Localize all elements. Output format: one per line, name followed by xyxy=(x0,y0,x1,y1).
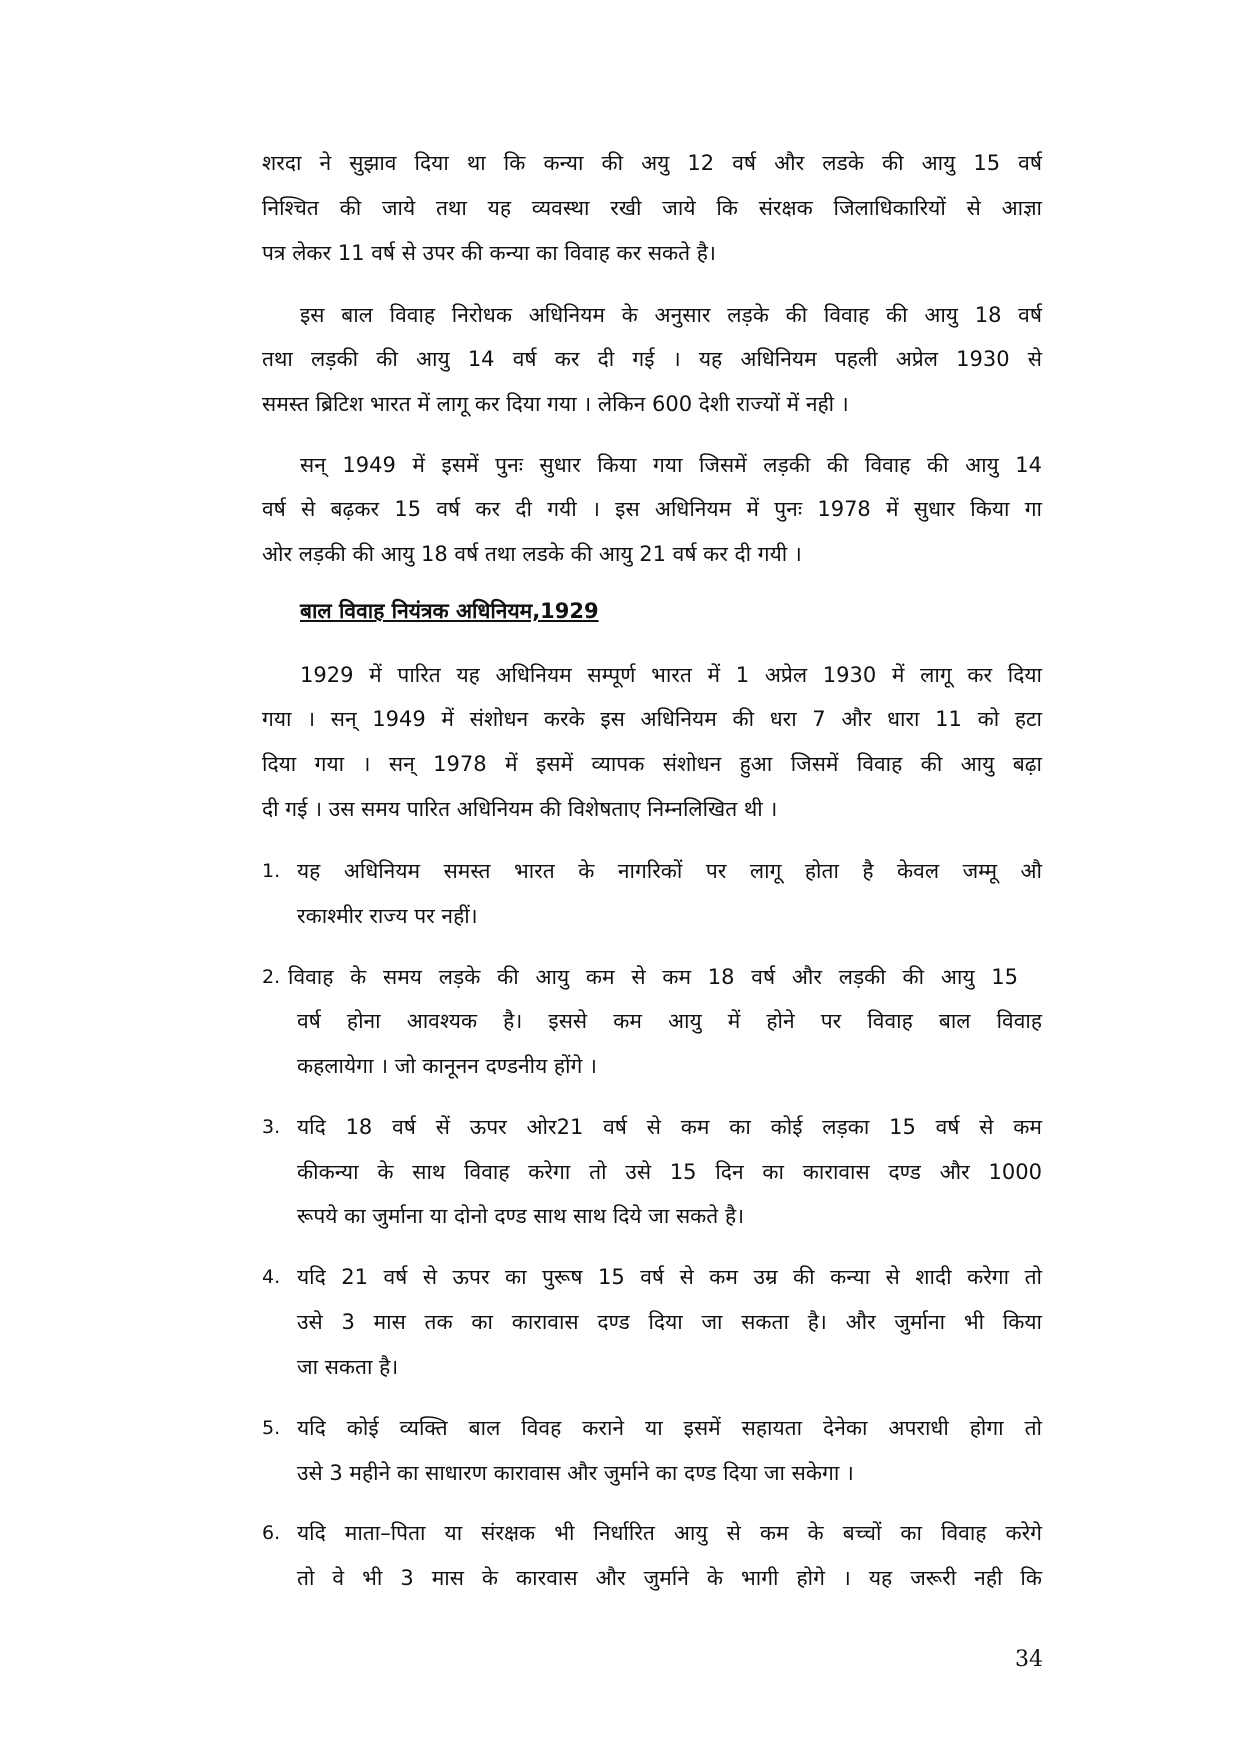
list-item-line: यदि माता–पिता या संरक्षक भी निर्धारित आयु से कम के बच्चों का विवाह करेगे xyxy=(297,1521,1042,1545)
list-item-line: उसे 3 महीने का साधारण कारावास और जुर्माने का दण्ड दिया जा सकेगा । xyxy=(297,1461,854,1485)
list-item-line: तो वे भी 3 मास के कारवास और जुर्माने के भागी होगे । यह जरूरी नही कि xyxy=(297,1566,1042,1590)
paragraph2-line: तथा लड़की की आयु 14 वर्ष कर दी गई । यह अधिनियम पहली अप्रेल 1930 से xyxy=(262,347,1042,371)
list-item-line: कहलायेगा । जो कानूनन दण्डनीय होंगे । xyxy=(297,1054,597,1078)
paragraph1-line: निश्चित की जाये तथा यह व्यवस्था रखी जाये कि संरक्षक जिलाधिकारियों से आज्ञा xyxy=(262,196,1042,220)
list-item-line: रूपये का जुर्माना या दोनो दण्ड साथ साथ दिये जा सकते है। xyxy=(297,1204,745,1228)
paragraph3-line: ओर लड़की की आयु 18 वर्ष तथा लडके की आयु 21 वर्ष कर दी गयी । xyxy=(262,542,802,566)
list-item-line: विवाह के समय लड़के की आयु कम से कम 18 वर्ष और लड़की की आयु 15 xyxy=(288,965,1018,989)
list-item-number: 5. xyxy=(262,1417,281,1439)
paragraph4-line: 1929 में पारित यह अधिनियम सम्पूर्ण भारत में 1 अप्रेल 1930 में लागू कर दिया xyxy=(300,663,1042,687)
list-item-number: 3. xyxy=(262,1116,281,1138)
list-item-line: रकाश्मीर राज्य पर नहीं। xyxy=(297,904,478,928)
list-item-line: उसे 3 मास तक का कारावास दण्ड दिया जा सकता है। और जुर्माना भी किया xyxy=(297,1310,1042,1334)
list-item-number: 1. xyxy=(262,860,281,882)
list-item-line: यदि 21 वर्ष से ऊपर का पुरूष 15 वर्ष से कम उम्र की कन्या से शादी करेगा तो xyxy=(297,1265,1042,1289)
list-item-line: जा सकता है। xyxy=(297,1355,399,1379)
paragraph1-line: शरदा ने सुझाव दिया था कि कन्या की अयु 12 वर्ष और लडके की आयु 15 वर्ष xyxy=(262,151,1042,175)
list-item-number: 4. xyxy=(262,1266,281,1288)
paragraph2-line: इस बाल विवाह निरोधक अधिनियम के अनुसार लड़के की विवाह की आयु 18 वर्ष xyxy=(300,303,1042,327)
paragraph4-line: दिया गया । सन् 1978 में इसमें व्यापक संशोधन हुआ जिसमें विवाह की आयु बढ़ा xyxy=(262,752,1042,776)
list-item-line: यदि 18 वर्ष सें ऊपर ओर21 वर्ष से कम का कोई लड़का 15 वर्ष से कम xyxy=(297,1115,1042,1139)
paragraph4-line: दी गई । उस समय पारित अधिनियम की विशेषताए निम्नलिखित थी । xyxy=(262,797,778,821)
section-heading: बाल विवाह नियंत्रक अधिनियम,1929 xyxy=(300,599,599,623)
paragraph3-line: वर्ष से बढ़कर 15 वर्ष कर दी गयी । इस अधिनियम में पुनः 1978 में सुधार किया गा xyxy=(262,497,1042,521)
list-item-line: यदि कोई व्यक्ति बाल विवह कराने या इसमें सहायता देनेका अपराधी होगा तो xyxy=(297,1416,1042,1440)
page-number: 34 xyxy=(1015,1647,1043,1672)
list-item-number: 2. xyxy=(262,966,281,988)
list-item-number: 6. xyxy=(262,1522,281,1544)
list-item-line: कीकन्या के साथ विवाह करेगा तो उसे 15 दिन का कारावास दण्ड और 1000 xyxy=(297,1160,1042,1184)
list-item-line: वर्ष होना आवश्यक है। इससे कम आयु में होने पर विवाह बाल विवाह xyxy=(297,1009,1042,1033)
paragraph4-line: गया । सन् 1949 में संशोधन करके इस अधिनियम की धरा 7 और धारा 11 को हटा xyxy=(262,707,1042,731)
paragraph2-line: समस्त ब्रिटिश भारत में लागू कर दिया गया । लेकिन 600 देशी राज्यों में नही । xyxy=(262,392,849,416)
paragraph1-line: पत्र लेकर 11 वर्ष से उपर की कन्या का विवाह कर सकते है। xyxy=(262,241,716,265)
paragraph3-line: सन् 1949 में इसमें पुनः सुधार किया गया जिसमें लड़की की विवाह की आयु 14 xyxy=(300,453,1042,477)
list-item-line: यह अधिनियम समस्त भारत के नागरिकों पर लागू होता है केवल जम्मू औ xyxy=(297,859,1042,883)
